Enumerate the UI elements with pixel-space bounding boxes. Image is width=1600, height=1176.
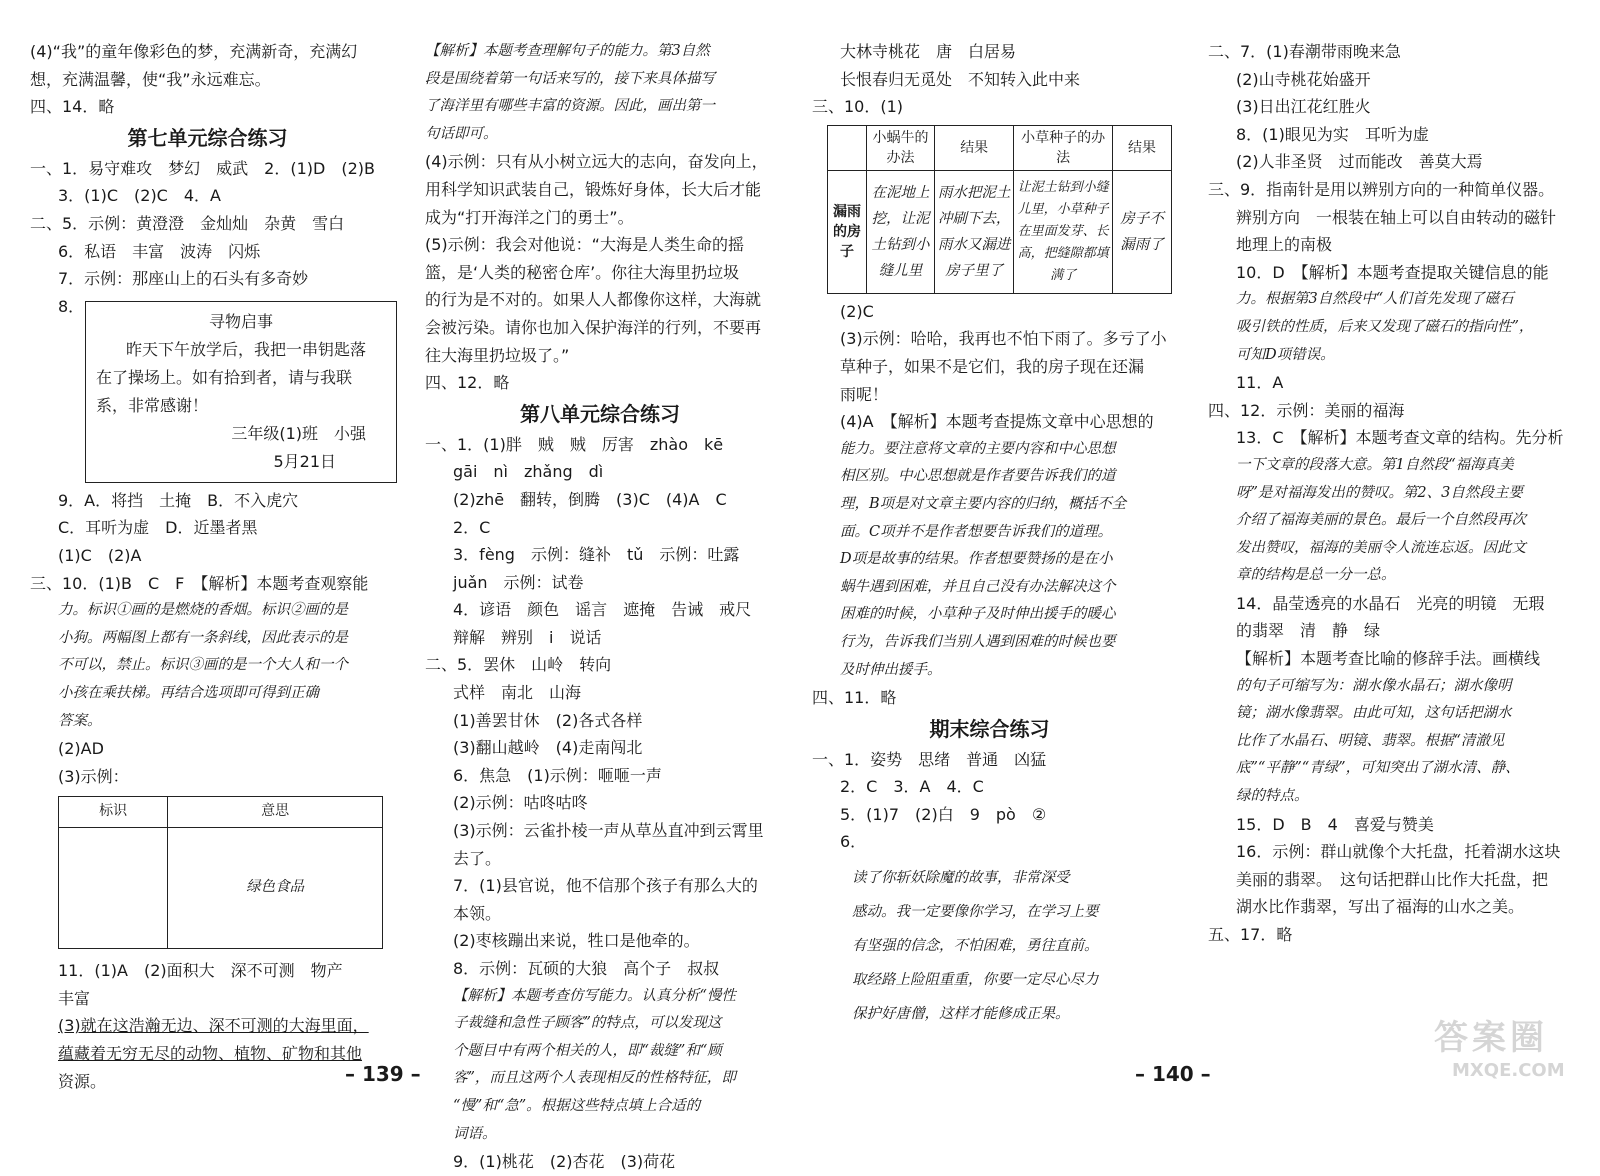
text-line: 客”，而且这两个人表现相反的性格特征，即 — [453, 1070, 736, 1087]
text-line: (3)日出江花红胜火 — [1236, 97, 1371, 117]
text-line: 7．(1)县官说，他不信那个孩子有那么大的 — [453, 876, 758, 896]
text-line: 长恨春归无觅处 不知转入此中来 — [840, 69, 1081, 89]
text-line: 了海洋里有哪些丰富的资源。因此，画出第一 — [425, 98, 715, 115]
text-line: 力。标识①画的是燃烧的香烟。标识②画的是 — [58, 602, 348, 619]
text-line: 力。根据第3自然段中“人们首先发现了磁石 — [1236, 291, 1514, 308]
watermark-site: MXQE.COM — [1452, 1060, 1565, 1081]
text-line: 美丽的翡翠。 这句话把群山比作大托盘，把 — [1236, 869, 1549, 889]
text-line: 四、14．略 — [30, 97, 115, 117]
text-line: 个题目中有两个相关的人，即“裁缝”和“顾 — [453, 1042, 722, 1059]
notice-line: 系，非常感谢！ — [96, 395, 209, 415]
notice-date: 5月21日 — [273, 451, 336, 471]
text-line: 发出赞叹，福海的美丽令人流连忘返。因此文 — [1236, 539, 1526, 556]
text-line: 往大海里扔垃圾了。” — [425, 345, 570, 365]
text-line: 可知D项错误。 — [1236, 346, 1335, 363]
text-line: 会被污染。请你也加入保护海洋的行列，不要再 — [425, 317, 762, 337]
table-header: 结果 — [1113, 125, 1172, 170]
text-line: (2)山寺桃花始盛开 — [1236, 69, 1371, 89]
notice-line: 在了操场上。如有拾到者，请与我联 — [96, 367, 353, 387]
text-line: 及时伸出援手。 — [840, 661, 942, 678]
text-line: 6．焦急 (1)示例：咂咂一声 — [453, 765, 662, 785]
text-line: 一、1．易守难攻 梦幻 威武 2．(1)D (2)B — [30, 158, 375, 178]
text-line: 9．(1)桃花 (2)杏花 (3)荷花 — [453, 1152, 676, 1172]
text-line: 地理上的南极 — [1236, 235, 1333, 255]
text-line: 二、7．(1)春潮带雨晚来急 — [1208, 42, 1401, 61]
text-line: 小孩在乘扶梯。再结合选项即可得到正确 — [58, 684, 319, 701]
text-line: 的翡翠 清 静 绿 — [1236, 621, 1381, 641]
text-line: 11．A — [1236, 373, 1284, 393]
text-line: (3)就在这浩瀚无边、深不可测的大海里面， — [58, 1016, 369, 1036]
text-line: juǎn 示例：试卷 — [453, 572, 584, 592]
text-line: 14．晶莹透亮的水晶石 光亮的明镜 无瑕 — [1236, 593, 1545, 613]
text-line: 困难的时候，小草种子及时伸出援手的暖心 — [840, 606, 1116, 623]
text-line: 9．A．将挡 土掩 B．不入虎穴 — [58, 490, 299, 510]
text-line: 16．示例：群山就像个大托盘，托着湖水这块 — [1236, 842, 1561, 862]
table-cell — [59, 828, 168, 949]
text-line: 一、1．(1)胖 贼 贼 厉害 zhào kē — [425, 434, 724, 454]
text-line: (1)C (2)A — [58, 545, 142, 565]
text-line: 草种子，如果不是它们，我的房子现在还漏 — [840, 356, 1145, 376]
text-line: 的行为是不对的。如果人人都像你这样，大海就 — [425, 290, 762, 310]
text-line: (3)示例：云雀扑棱一声从草丛直冲到云霄里 — [453, 821, 764, 841]
text-line: (4)示例：只有从小树立远大的志向，奋发向上， — [425, 152, 768, 172]
text-line: 答案。 — [58, 712, 102, 729]
text-line: 不可以，禁止。标识③画的是一个大人和一个 — [58, 657, 348, 674]
text-line: 四、12．略 — [425, 373, 510, 393]
text-line: 四、12．示例：美丽的福海 — [1208, 400, 1405, 420]
correction-figure — [852, 858, 1167, 1058]
text-line: 一下文章的段落大意。第1自然段“福海真美 — [1236, 456, 1514, 473]
text-line: 3．(1)C (2)C 4．A — [58, 186, 221, 206]
text-line: 理，B项是对文章主要内容的归纳，概括不全 — [840, 495, 1127, 512]
text-line: 8． — [58, 296, 85, 316]
text-line: 去了。 — [453, 848, 502, 868]
table-cell: 房子不漏雨了 — [1113, 170, 1172, 293]
text-line: 7．示例：那座山上的石头有多奇妙 — [58, 269, 309, 289]
text-line: 比作了水晶石、明镜、翡翠。根据“清澈见 — [1236, 732, 1505, 749]
text-line: (2)人非圣贤 过而能改 善莫大焉 — [1236, 152, 1483, 172]
text-line: 底”“平静”“青绿”，可知突出了湖水清、静、 — [1236, 760, 1520, 777]
text-line: 词语。 — [453, 1125, 497, 1142]
text-line: 能力。要注意将文章的主要内容和中心思想 — [840, 440, 1116, 457]
text-line: 章的结构是总一分一总。 — [1236, 567, 1396, 584]
figure-line: 保护好唐僧，这样才能修成正果。 — [852, 1006, 1070, 1023]
text-line: 8．示例：瓦硕的大狼 高个子 叔叔 — [453, 959, 720, 978]
text-line: (4)A 【解析】本题考查提炼文章中心思想的 — [840, 412, 1154, 432]
text-line: 三、9．指南针是用以辨别方向的一种简单仪器。 — [1208, 179, 1555, 199]
text-line: 行为，告诉我们当别人遇到困难的时候也要 — [840, 633, 1116, 650]
watermark-logo — [1428, 1004, 1578, 1104]
text-line: C．耳听为虚 D．近墨者黑 — [58, 518, 258, 538]
text-line: 二、5．示例：黄澄澄 金灿灿 杂黄 雪白 — [30, 213, 345, 233]
text-line: 介绍了福海美丽的景色。最后一个自然段再次 — [1236, 512, 1526, 529]
text-line: 蕴藏着无穷无尽的动物、植物、矿物和其他 — [58, 1044, 363, 1064]
text-line: 湖水比作翡翠，写出了福海的山水之美。 — [1236, 897, 1525, 917]
text-line: 10．D 【解析】本题考查提取关键信息的能 — [1236, 262, 1549, 282]
text-line: 3．fèng 示例：缝补 tǔ 示例：吐露 — [453, 545, 740, 565]
text-line: (4)“我”的童年像彩色的梦，充满新奇，充满幻 — [30, 42, 358, 61]
figure-line: 取经路上险阻重重，你要一定尽心尽力 — [852, 972, 1099, 989]
text-line: 四、11．略 — [812, 688, 897, 708]
text-line: 绿的特点。 — [1236, 788, 1309, 805]
section-heading: 第七单元综合练习 — [127, 125, 288, 150]
text-line: 本领。 — [453, 903, 502, 923]
text-line: 呀”是对福海发出的赞叹。第2、3自然段主要 — [1236, 484, 1523, 501]
text-line: (2)zhē 翻转，倒腾 (3)C (4)A C — [453, 489, 727, 509]
text-line: 11．(1)A (2)面积大 深不可测 物产 — [58, 961, 343, 981]
text-line: 镜；湖水像翡翠。由此可知，这句话把湖水 — [1236, 705, 1512, 722]
text-line: 段是围绕着第一句话来写的，接下来具体描写 — [425, 70, 715, 87]
text-line: 大林寺桃花 唐 白居易 — [840, 42, 1017, 61]
text-line: 蜗牛遇到困难，并且自己没有办法解决这个 — [840, 578, 1116, 595]
text-line: 6． — [840, 832, 867, 852]
text-line: 吸引铁的性质，后来又发现了磁石的指向性”， — [1236, 318, 1534, 335]
section-heading: 第八单元综合练习 — [520, 401, 680, 426]
text-line: (2)示例：咕咚咕咚 — [453, 793, 588, 813]
text-line: (5)示例：我会对他说：“大海是人类生命的摇 — [425, 235, 744, 255]
text-line: 4．谚语 颜色 谣言 遮掩 告诫 戒尺 — [453, 600, 752, 620]
table-header: 小草种子的办法 — [1014, 125, 1113, 170]
text-line: 二、5．罢休 山岭 转向 — [425, 655, 612, 675]
text-line: (2)枣核蹦出来说，牲口是他牵的。 — [453, 931, 700, 951]
notice-signature: 三年级(1)班 小强 — [231, 423, 366, 443]
text-line: 辩解 辨别 i 说话 — [453, 627, 602, 647]
notice-title: 寻物启事 — [208, 311, 273, 331]
text-line: 雨呢！ — [840, 384, 889, 404]
text-line: gāi nì zhǎng dì — [453, 462, 604, 482]
text-line: 丰富 — [58, 988, 91, 1008]
text-line: (2)AD — [58, 739, 104, 759]
text-line: (1)善罢甘休 (2)各式各样 — [453, 710, 643, 730]
table-cell: 雨水把泥土冲刷下去，雨水又漏进房子里了 — [935, 170, 1014, 293]
text-line: “慢”和“急”。根据这些特点填上合适的 — [453, 1097, 701, 1114]
text-line: 三、10．(1)B C F 【解析】本题考查观察能 — [30, 573, 369, 593]
column-1 — [30, 38, 385, 1095]
column-3 — [812, 38, 1167, 1058]
text-line: 句话即可。 — [425, 125, 498, 142]
text-line: (2)C — [840, 301, 874, 321]
table-header: 意思 — [168, 797, 383, 828]
column-4 — [1208, 38, 1578, 949]
text-line: 想，充满温馨，使“我”永远难忘。 — [30, 69, 271, 89]
text-line: 13．C 【解析】本题考查文章的结构。先分析 — [1236, 428, 1564, 448]
text-line: 成为“打开海洋之门的勇士”。 — [425, 207, 634, 227]
text-line: 6．私语 丰富 波涛 闪烁 — [58, 241, 261, 261]
text-line: 的句子可缩写为：湖水像水晶石；湖水像明 — [1236, 677, 1512, 694]
text-line: (3)翻山越岭 (4)走南闯北 — [453, 738, 643, 758]
section-heading: 期末综合练习 — [929, 716, 1050, 741]
text-line: (3)示例： — [58, 766, 129, 786]
text-line: D项是故事的结果。作者想要赞扬的是在小 — [840, 551, 1113, 568]
table-cell: 绿色食品 — [168, 828, 383, 949]
table-header — [828, 125, 867, 170]
column-2 — [425, 38, 775, 1176]
notice-line: 昨天下午放学后，我把一串钥匙落 — [126, 339, 367, 359]
text-line: 相区别。中心思想就是作者要告诉我们的道 — [840, 468, 1116, 485]
text-line: 一、1．姿势 思绪 普通 凶猛 — [812, 749, 1047, 769]
text-line: 式样 南北 山海 — [453, 683, 582, 703]
figure-line: 读了你斩妖除魔的故事，非常深受 — [852, 870, 1070, 887]
method-result-table — [827, 125, 1172, 294]
text-line: 篮，是‘人类的秘密仓库’。你往大海里扔垃圾 — [425, 262, 740, 282]
text-line: 三、10．(1) — [812, 97, 904, 117]
table-header: 标识 — [59, 797, 168, 828]
table-cell: 让泥土钻到小缝儿里，小草种子在里面发芽、长高，把缝隙都填满了 — [1014, 170, 1113, 293]
text-line: 小狗。两幅图上都有一条斜线，因此表示的是 — [58, 629, 348, 646]
text-line: 2．C — [453, 517, 491, 537]
table-header: 结果 — [935, 125, 1014, 170]
text-line: 5．(1)7 (2)白 9 pò ② — [840, 804, 1047, 824]
text-line: 用科学知识武装自己，锻炼好身体，长大后才能 — [425, 179, 762, 199]
table-cell: 在泥地上挖，让泥土钻到小缝儿里 — [867, 170, 935, 293]
text-line: 面。C项并不是作者想要告诉我们的道理。 — [840, 523, 1113, 540]
text-line: 8．(1)眼见为实 耳听为虚 — [1236, 124, 1429, 144]
text-line: (3)示例：哈哈，我再也不怕下雨了。多亏了小 — [840, 329, 1167, 349]
text-line: 五、17．略 — [1208, 925, 1293, 944]
lost-notice-box — [85, 301, 397, 483]
text-line: 辨别方向 一根装在轴上可以自由转动的磁针 — [1236, 207, 1557, 227]
text-line: 2．C 3．A 4．C — [840, 777, 984, 797]
table-header: 小蜗牛的办法 — [867, 125, 935, 170]
row-label: 漏雨的房子 — [828, 170, 867, 293]
figure-line: 感动。我一定要像你学习，在学习上要 — [852, 904, 1099, 921]
text-line: 【解析】本题考查理解句子的能力。第3自然 — [425, 43, 710, 59]
text-line: 15．D B 4 喜爱与赞美 — [1236, 814, 1434, 834]
watermark-text: 答案圈 — [1434, 1018, 1548, 1058]
page-number-left: – 139 – — [345, 1062, 421, 1086]
text-line: 子裁缝和急性子顾客”的特点，可以发现这 — [453, 1015, 722, 1032]
text-line: 【解析】本题考查比喻的修辞手法。画横线 — [1236, 649, 1541, 669]
text-line: 资源。 — [58, 1071, 107, 1091]
text-line: 【解析】本题考查仿写能力。认真分析“慢性 — [453, 987, 736, 1004]
page-number-right: – 140 – — [1135, 1062, 1211, 1086]
sign-meaning-table — [58, 796, 383, 949]
figure-line: 有坚强的信念，不怕困难，勇往直前。 — [852, 938, 1099, 955]
